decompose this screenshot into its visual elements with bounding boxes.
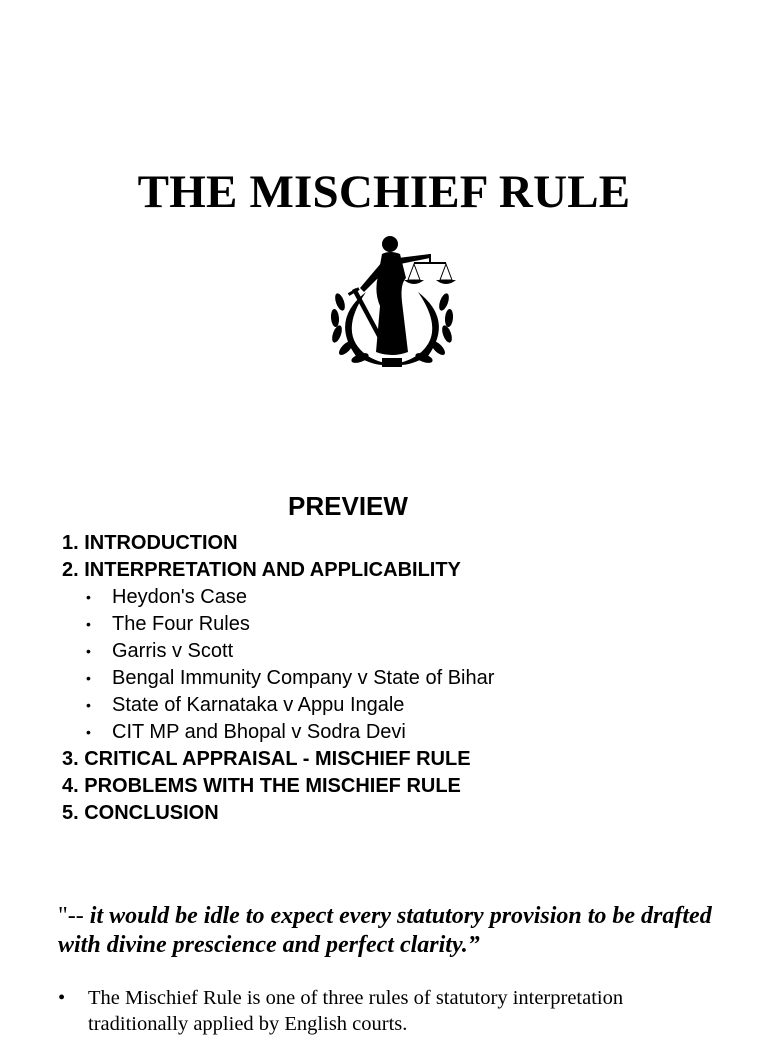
paragraph-text: The Mischief Rule is one of three rules of statutory interpretation traditionally applied by English courts. [88, 987, 624, 1035]
toc-subitem [62, 665, 494, 692]
toc-subitem-label: Bengal Immunity Company v State of Bihar [112, 667, 495, 689]
intro-paragraph [58, 985, 748, 1037]
toc-subitem-label: Garris v Scott [112, 640, 234, 662]
toc-subitem-label: CIT MP and Bhopal v Sodra Devi [112, 721, 406, 743]
bullet-icon: • [86, 670, 91, 687]
document-title: THE MISCHIEF RULE [137, 166, 631, 218]
toc-subitem-label: Heydon's Case [112, 586, 247, 608]
bullet-icon: • [86, 643, 91, 660]
lady-justice-scales-laurel-icon [326, 232, 458, 372]
toc-item: 3. CRITICAL APPRAISAL - MISCHIEF RULE [62, 748, 471, 770]
preview-heading: PREVIEW [288, 491, 408, 521]
quote-text: it would be idle to expect every statutory provision to be drafted with divine prescience and perfect clarity.” [58, 903, 712, 958]
toc-item: 4. PROBLEMS WITH THE MISCHIEF RULE [62, 775, 461, 797]
toc-subitem [62, 611, 494, 638]
toc-subitem [62, 584, 494, 611]
toc-subitem [62, 638, 494, 665]
bullet-icon: • [86, 589, 91, 606]
bullet-icon: • [86, 697, 91, 714]
toc-subitem [62, 692, 494, 719]
bullet-icon: • [86, 724, 91, 741]
toc-subitem [62, 719, 494, 746]
toc-subitem-label: State of Karnataka v Appu Ingale [112, 694, 405, 716]
table-of-contents [62, 530, 494, 827]
toc-subitem-label: The Four Rules [112, 613, 250, 635]
epigraph-quote [58, 902, 748, 960]
toc-item: 5. CONCLUSION [62, 802, 219, 824]
toc-item: 1. INTRODUCTION [62, 532, 238, 554]
toc-item: 2. INTERPRETATION AND APPLICABILITY [62, 559, 461, 581]
quote-prefix: "-- [58, 903, 90, 929]
bullet-icon: • [58, 987, 66, 1009]
bullet-icon: • [86, 616, 91, 633]
